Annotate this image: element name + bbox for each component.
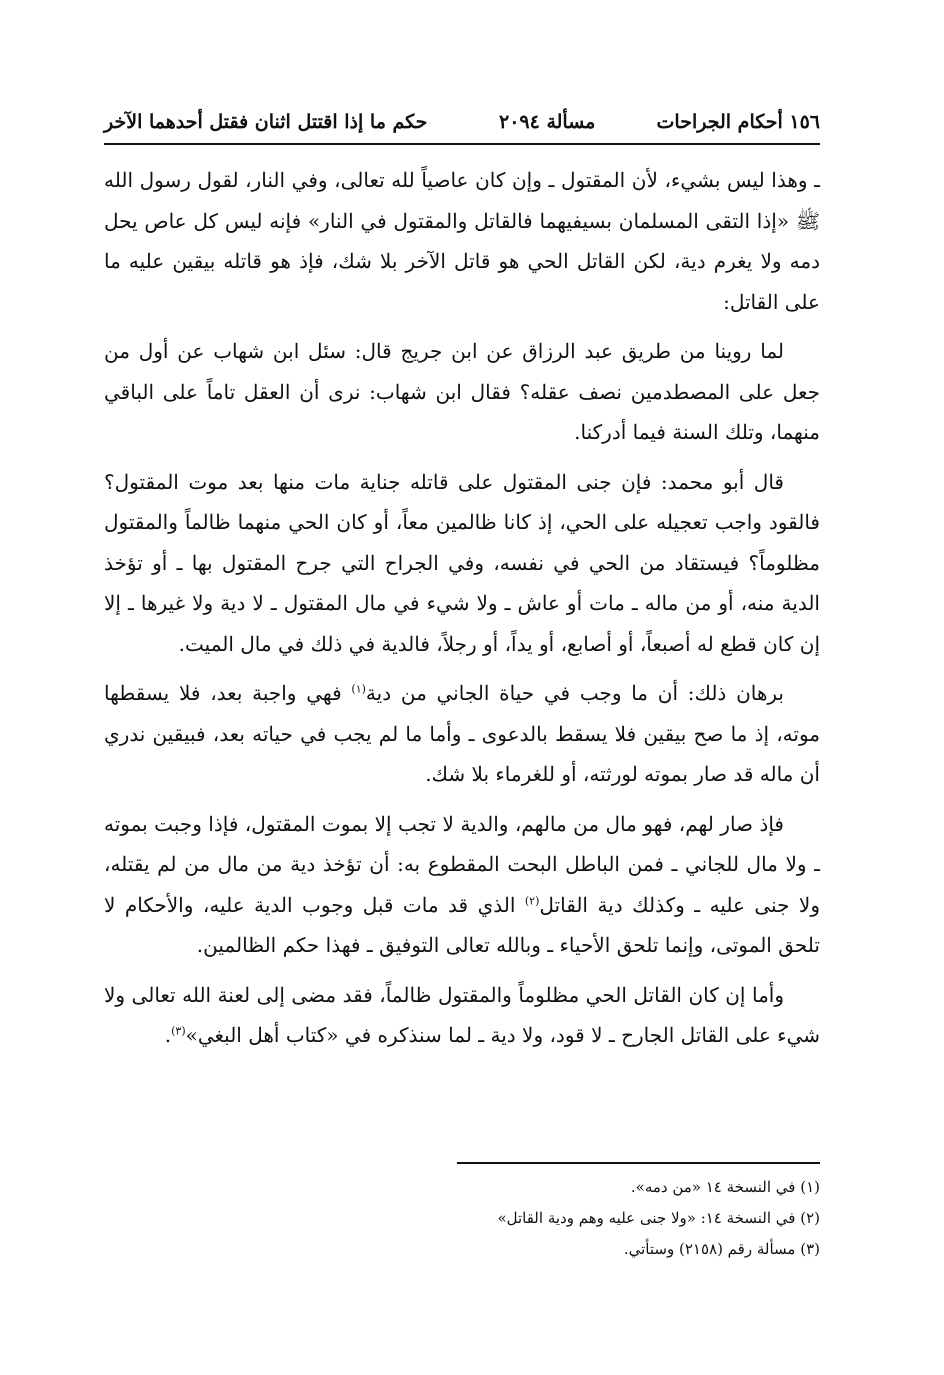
header-page-and-book: ١٥٦ أحكام الجراحات [656,111,820,133]
footnote-ref-1: (١) [351,682,366,696]
footnote-ref-2: (٢) [524,893,540,907]
footnote-ref-3: (٣) [171,1024,186,1038]
footnotes [104,1172,820,1265]
paragraph-5 [104,804,820,966]
header-chapter-title: حكم ما إذا اقتتل اثنان فقتل أحدهما الآخر [104,111,428,133]
paragraph-2: لما روينا من طريق عبد الرزاق عن ابن جريج قال: سئل ابن شهاب عن أول من جعل على المصطدمين نصف عقله؟ فقال ابن شهاب: نرى أن العقل تاماً على الباقي منهما، وتلك السنة فيما أدركنا. [104,339,820,444]
paragraph-5-text-b: الذي قد مات قبل وجوب الدية عليه، والأحكام لا تلحق الموتى، وإنما تلحق الأحياء ـ وبالله تعالى التوفيق ـ فهذا حكم الظالمين. [104,892,820,957]
footnote-3: (٣) مسألة رقم (٢١٥٨) وستأتي. [623,1240,820,1258]
paragraph-6-text-b: . [164,1023,172,1047]
paragraph-4-text-a: برهان ذلك: أن ما وجب في حياة الجاني من دية [365,681,784,705]
paragraph-6 [104,975,820,1056]
paragraph-6-text-a: وأما إن كان القاتل الحي مظلوماً والمقتول ظالماً، فقد مضى إلى لعنة الله تعالى ولا شيء على القاتل الجارح ـ لا قود، ولا دية ـ لما سنذكره في «كتاب أهل البغي» [104,982,820,1047]
main-text [104,160,820,1065]
header-issue-number: مسألة ٢٠٩٤ [499,111,596,133]
footnote-divider [457,1162,820,1164]
footnote-2: (٢) في النسخة ١٤: «ولا جنى عليه وهم ودية القاتل» [497,1209,820,1227]
running-header [104,104,820,140]
paragraph-4-text-b: فهي واجبة بعد، فلا يسقطها موته، إذ ما صح بيقين فلا يسقط بالدعوى ـ وأما ما لم يجب في حياته بعد، فبيقين ندري أن ماله قد صار بموته لورثته، أو للغرماء بلا شك. [104,681,821,786]
paragraph-3: قال أبو محمد: فإن جنى المقتول على قاتله جناية مات منها بعد موت المقتول؟ فالقود واجب تعجيله على الحي، إذ كانا ظالمين معاً، أو كان الحي منهما ظالماً والمقتول مظلوماً؟ فيستقاد من الحي في نفسه، وفي الجراح التي جرح المقتول بها ـ أو تؤخذ الدية منه، أو من ماله ـ مات أو عاش ـ ولا شيء في مال المقتول ـ لا دية ولا غيرها ـ إلا إن كان قطع له أصبعاً، أو أصابع، أو يداً، أو رجلاً، فالدية في ذلك في مال الميت. [104,469,820,656]
paragraph-1: ـ وهذا ليس بشيء، لأن المقتول ـ وإن كان عاصياً لله تعالى، وفي النار، لقول رسول الله ﷺ «إذا التقى المسلمان بسيفيهما فالقاتل والمقتول في النار» فإنه ليس كل عاص يحل دمه ولا يغرم دية، لكن القاتل الحي هو قاتل الآخر بلا شك، فإذ هو قاتله بيقين عليه ما على القاتل: [104,168,820,314]
footnote-1: (١) في النسخة ١٤ «من دمه». [630,1178,820,1196]
paragraph-5-text-a: فإذ صار لهم، فهو مال من مالهم، والدية لا تجب إلا بموت المقتول، فإذا وجبت بموته ـ ولا مال للجاني ـ فمن الباطل البحت المقطوع به: أن تؤخذ دية من مال من لم يقتله، ولا جنى عليه ـ وكذلك دية القاتل [104,811,820,917]
header-divider [104,143,820,145]
paragraph-4 [104,673,820,795]
